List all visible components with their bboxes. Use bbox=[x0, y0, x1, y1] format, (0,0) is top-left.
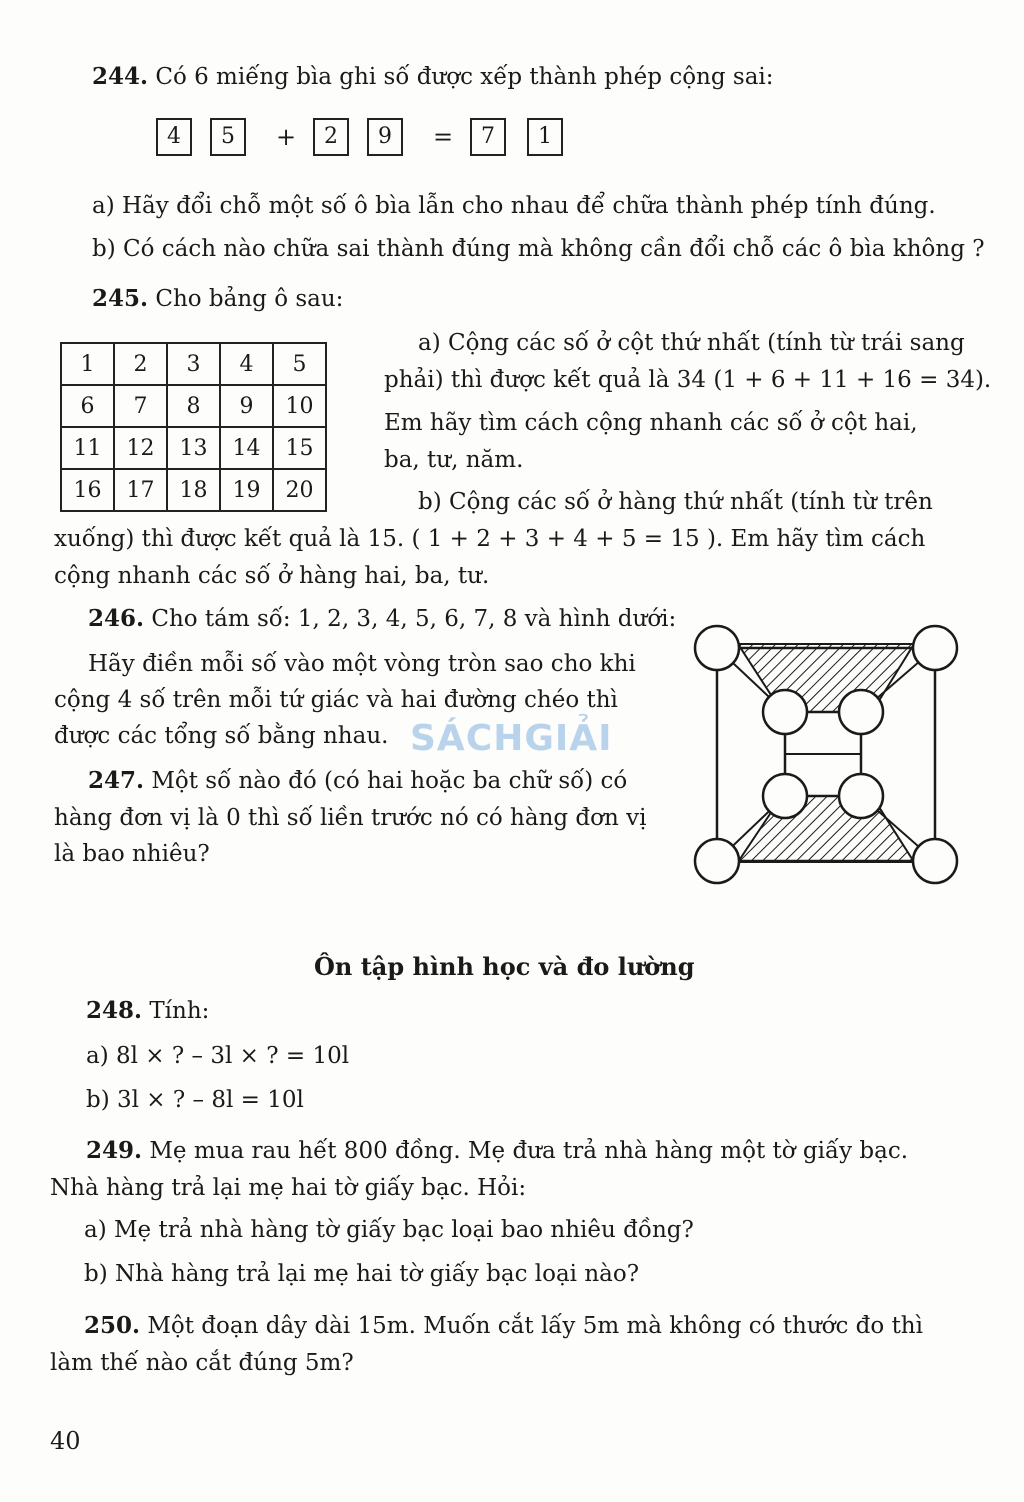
circles-diagram bbox=[688, 618, 966, 890]
problem-number: 250. bbox=[84, 1312, 141, 1339]
problem-247-statement bbox=[88, 766, 627, 796]
table-row bbox=[61, 427, 326, 469]
watermark: SÁCHGIẢI bbox=[410, 718, 613, 759]
number-card: 9 bbox=[367, 118, 403, 156]
empty-circle bbox=[763, 774, 807, 818]
problem-250-statement bbox=[84, 1311, 923, 1341]
table-cell: 4 bbox=[220, 343, 273, 385]
table-row bbox=[61, 343, 326, 385]
table-cell: 7 bbox=[114, 385, 167, 427]
table-row bbox=[61, 385, 326, 427]
problem-245-line: phải) thì được kết quả là 34 (1 + 6 + 11 + 16 = 34). bbox=[384, 367, 992, 393]
table-cell: 20 bbox=[273, 469, 326, 511]
table-cell: 3 bbox=[167, 343, 220, 385]
table-cell: 8 bbox=[167, 385, 220, 427]
table-cell: 11 bbox=[61, 427, 114, 469]
table-cell: 17 bbox=[114, 469, 167, 511]
problem-number: 247. bbox=[88, 767, 145, 794]
problem-number: 246. bbox=[88, 605, 145, 632]
problem-246-statement bbox=[88, 604, 676, 634]
problem-249-line: Nhà hàng trả lại mẹ hai tờ giấy bạc. Hỏi: bbox=[50, 1175, 527, 1201]
problem-number: 249. bbox=[86, 1137, 143, 1164]
problem-244-part-b: b) Có cách nào chữa sai thành đúng mà không cần đổi chỗ các ô bìa không ? bbox=[92, 236, 985, 262]
problem-245-line: a) Cộng các số ở cột thứ nhất (tính từ trái sang bbox=[418, 330, 965, 356]
problem-249-part-b: b) Nhà hàng trả lại mẹ hai tờ giấy bạc loại nào? bbox=[84, 1261, 640, 1287]
problem-number: 248. bbox=[86, 997, 143, 1024]
problem-245-line: cộng nhanh các số ở hàng hai, ba, tư. bbox=[54, 563, 490, 589]
problem-number: 245. bbox=[92, 285, 149, 312]
problem-text: Mẹ mua rau hết 800 đồng. Mẹ đưa trả nhà hàng một tờ giấy bạc. bbox=[149, 1138, 909, 1164]
table-cell: 15 bbox=[273, 427, 326, 469]
plus-sign: + bbox=[276, 123, 297, 151]
table-cell: 6 bbox=[61, 385, 114, 427]
empty-circle bbox=[839, 690, 883, 734]
problem-244-part-a: a) Hãy đổi chỗ một số ô bìa lẫn cho nhau để chữa thành phép tính đúng. bbox=[92, 193, 936, 219]
problem-245-statement bbox=[92, 284, 343, 314]
table-cell: 10 bbox=[273, 385, 326, 427]
number-card: 4 bbox=[156, 118, 192, 156]
problem-246-line: cộng 4 số trên mỗi tứ giác và hai đường chéo thì bbox=[54, 687, 618, 713]
table-cell: 14 bbox=[220, 427, 273, 469]
page-number: 40 bbox=[50, 1427, 81, 1455]
empty-circle bbox=[913, 839, 957, 883]
empty-circle bbox=[763, 690, 807, 734]
problem-246-line: Hãy điền mỗi số vào một vòng tròn sao cho khi bbox=[88, 651, 636, 677]
problem-250-line: làm thế nào cắt đúng 5m? bbox=[50, 1350, 354, 1376]
number-card: 2 bbox=[313, 118, 349, 156]
problem-245-line: ba, tư, năm. bbox=[384, 447, 524, 473]
problem-245-line: b) Cộng các số ở hàng thứ nhất (tính từ trên bbox=[418, 489, 933, 515]
table-cell: 5 bbox=[273, 343, 326, 385]
problem-text: Cho bảng ô sau: bbox=[155, 286, 344, 312]
number-card: 7 bbox=[470, 118, 506, 156]
table-cell: 9 bbox=[220, 385, 273, 427]
problem-text: Cho tám số: 1, 2, 3, 4, 5, 6, 7, 8 và hình dưới: bbox=[151, 606, 677, 632]
empty-circle bbox=[839, 774, 883, 818]
table-cell: 16 bbox=[61, 469, 114, 511]
problem-248-part-a: a) 8l × ? – 3l × ? = 10l bbox=[86, 1043, 350, 1069]
table-cell: 13 bbox=[167, 427, 220, 469]
problem-245-line: Em hãy tìm cách cộng nhanh các số ở cột hai, bbox=[384, 410, 918, 436]
number-table bbox=[60, 342, 327, 512]
problem-text: Một số nào đó (có hai hoặc ba chữ số) có bbox=[151, 768, 628, 794]
problem-246-line: được các tổng số bằng nhau. bbox=[54, 723, 389, 749]
problem-248-statement bbox=[86, 996, 209, 1026]
problem-text: Có 6 miếng bìa ghi số được xếp thành phép cộng sai: bbox=[155, 64, 774, 90]
problem-249-part-a: a) Mẹ trả nhà hàng tờ giấy bạc loại bao nhiêu đồng? bbox=[84, 1217, 694, 1243]
problem-247-line: hàng đơn vị là 0 thì số liền trước nó có hàng đơn vị bbox=[54, 805, 647, 831]
table-cell: 2 bbox=[114, 343, 167, 385]
number-card: 1 bbox=[527, 118, 563, 156]
problem-text: Một đoạn dây dài 15m. Muốn cắt lấy 5m mà không có thước đo thì bbox=[147, 1313, 923, 1339]
equals-sign: = bbox=[433, 123, 454, 151]
empty-circle bbox=[695, 626, 739, 670]
number-card: 5 bbox=[210, 118, 246, 156]
table-row bbox=[61, 469, 326, 511]
empty-circle bbox=[695, 839, 739, 883]
problem-247-line: là bao nhiêu? bbox=[54, 841, 210, 867]
section-title: Ôn tập hình học và đo lường bbox=[314, 952, 695, 981]
problem-245-line: xuống) thì được kết quả là 15. ( 1 + 2 + 3 + 4 + 5 = 15 ). Em hãy tìm cách bbox=[54, 526, 926, 552]
table-cell: 18 bbox=[167, 469, 220, 511]
empty-circle bbox=[913, 626, 957, 670]
problem-244-statement bbox=[92, 62, 774, 92]
problem-number: 244. bbox=[92, 63, 149, 90]
problem-248-part-b: b) 3l × ? – 8l = 10l bbox=[86, 1087, 304, 1113]
problem-249-statement bbox=[86, 1136, 908, 1166]
table-cell: 1 bbox=[61, 343, 114, 385]
table-cell: 12 bbox=[114, 427, 167, 469]
problem-text: Tính: bbox=[149, 998, 210, 1024]
table-cell: 19 bbox=[220, 469, 273, 511]
